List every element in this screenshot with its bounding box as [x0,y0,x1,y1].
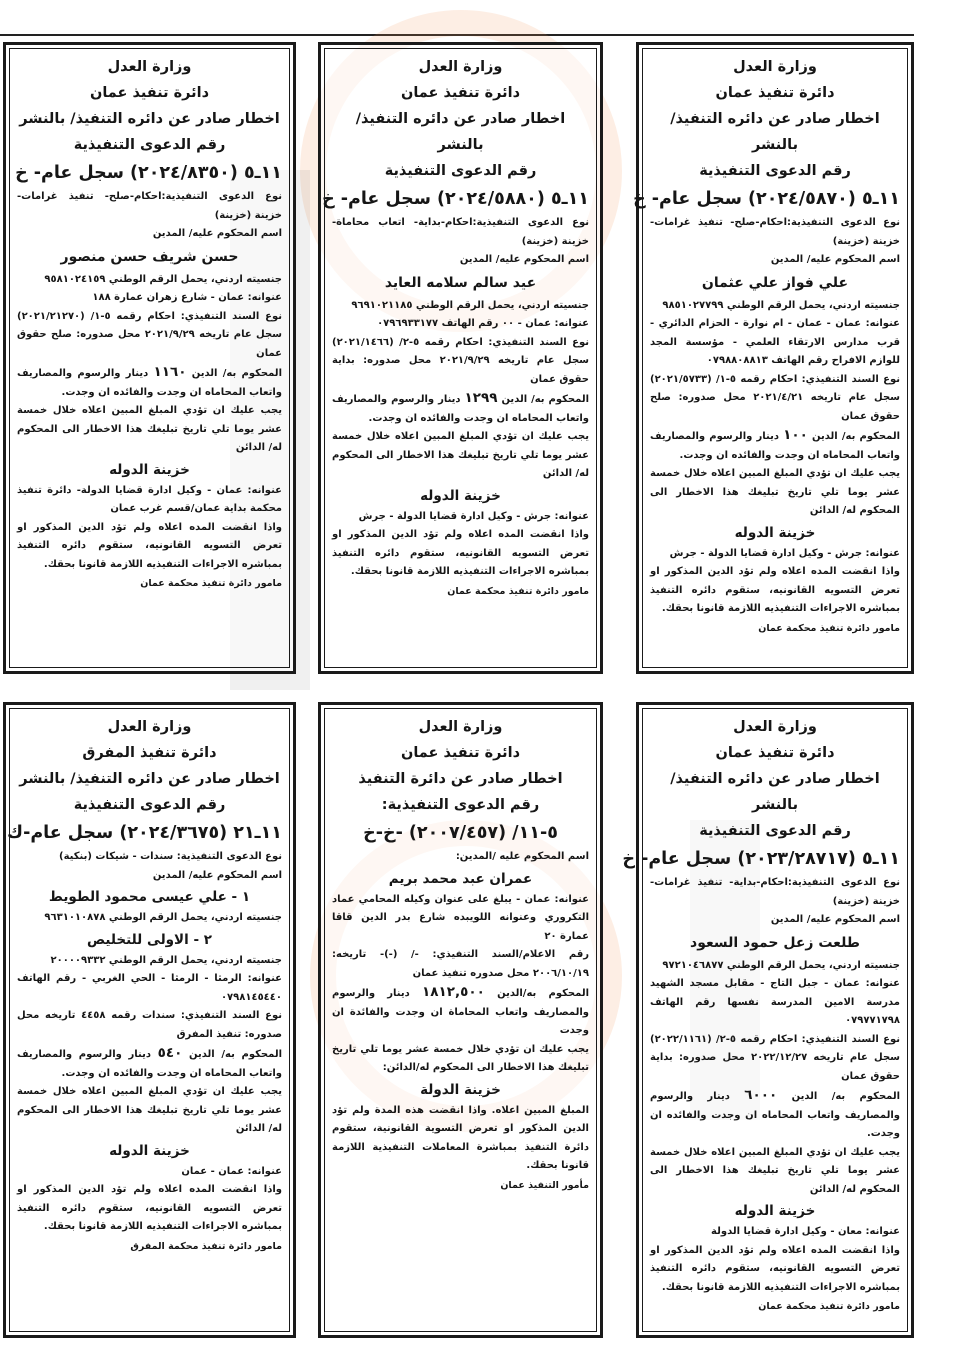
notice-paragraph: عنوانه: عمان - ٠٠ رقم الهاتف ٠٧٩٦٩٣٣١٧٧ [377,318,589,329]
notice-paragraph: نوع الدعوى التنفيذية: سندات - شيكات (بنكية) [59,851,282,862]
debtor-name: علي فواز علي عثمان [701,274,849,291]
section-heading: خزينة الدوله [109,1142,190,1159]
section-heading: ٢ - الاولى للتخليص [86,931,212,948]
notice-heading: اخطار صادر عن دائرة التنفيذ [358,771,563,787]
notice-paragraph: واذا انقضت المده اعلاه ولم تؤد الدين المذكور او تعرض التسويه القانونيه، ستقوم دائره التنفيذ بمباشره الاجراءات التنفيذيه اللازمة قانونا بحقك. [332,529,589,577]
case-number: ١١ـ٥ (٢٠٢٣/٢٨٧١٧) سجل عام- خ [622,849,900,869]
notice-paragraph: نوع السند التنفيذي: سندات رقمه ٤٤٥٨ تاريخه محل صدوره: تنفيذ المفرق [17,1010,282,1040]
notice-paragraph: عنوانه: عمان - شارع زهران عمارة ١٨٨ [92,292,282,303]
signature: مأمور التنفيذ عمان [500,1179,589,1191]
notice-heading: وزارة العدل [107,719,192,735]
amount-text: دينار والرسوم والمصاريف واتعاب المحاماة ان وجدت والفائدة ان وجدت [332,988,589,1036]
section-heading: خزينة الدولة [420,1081,501,1098]
debt-amount: ٥٤٠ [157,1045,183,1061]
notice-paragraph: عنوانه: عمان - عمان - ام نوارة - الحزام الدائري - قرب مدارس الارتقاء العلمي - مؤسسة المجد للوازم الافراح رقم الهاتف ٠٧٩٨٨٠٨٨١٣ [650,318,900,366]
notice-paragraph: نوع الدعوى التنفيذية:احكام-صلح- تنفيذ غرامات- خزينة (خزينة) [650,217,900,247]
notice-left-bottom [3,702,296,1338]
notice-paragraph: يجب عليك ان تؤدي المبلغ المبين اعلاه خلال خمسة عشر يوما تلي تاريخ تبليغك هذا الاخطار الى المحكوم له/ الدائن [650,1146,900,1195]
amount-text: دينار والرسوم والمصاريف واتعاب المحاماه ان وجدت والفائده ان وجدت. [332,394,589,424]
notice-paragraph: يجب عليك ان تؤدي المبلغ المبين اعلاه خلال خمسة عشر يوما تلي تاريخ تبليغك هذا الاخطار الى المحكوم له/ الدائن [17,1086,282,1134]
notice-paragraph: واذا انقضت المده اعلاه ولم تؤد الدين المذكور او تعرض التسويه القانونيه، ستقوم دائره التنفيذ بمباشره الاجراءات التنفيذيه اللازمة قانونا بحقك. [650,1244,900,1293]
notice-paragraph: اسم المحكوم عليه /المدين: [455,851,589,862]
notice-paragraph: عنوانه: الرمثا - الرمثا - الحي الغربي - رقم الهاتف ٠٧٩٨١٤٥٤٤٠ [17,973,282,1003]
notice-paragraph: واذا انقضت المده اعلاه ولم تؤد الدين المذكور او تعرض التسويه القانونيه، ستقوم دائره التنفيذ بمباشره الاجراءات التنفيذيه اللازمة قانونا بحقك. [17,521,282,570]
amount-text: المحكوم به/الدين [497,988,590,999]
amount-text: دينار والرسوم والمصاريف واتعاب المحاماه ان وجدت والفائده ان وجدت. [650,431,900,461]
notice-heading: وزارة العدل [418,59,503,75]
amount-text: دينار والرسوم والمصاريف واتعاب المحاماه ان وجدت والفائده ان وجدت. [17,368,282,398]
notice-paragraph: عنوانه: عمان - عمان [181,1165,282,1177]
amount-text: المحكوم به/ الدين [791,1091,901,1102]
notice-paragraph: نوع السند التنفيذي: احكام رقمه ٥-١/ (٢٠٢١/٥٧٣٣) سجل عام تاريخه ٢٠٢١/٤/٢١ محل صدوره: صلح حقوق عمان [650,373,900,422]
debt-amount: ١٨١٢,٥٠٠ [422,984,485,1000]
notice-paragraph: نوع السند التنفيذي: احكام رقمه ٥-٢/ (٢٠٢١/١٤٦٦) سجل عام تاريخه ٢٠٢١/٩/٢٩ محل صدوره: بداية حقوق عمان [332,336,589,385]
notice-paragraph: واذا انقضت المده اعلاه ولم تؤد الدين المذكور او تعرض التسويه القانونيه، ستقوم دائره التنفيذ بمباشره الاجراءات التنفيذيه اللازمة قانونا بحقك. [17,1184,282,1232]
section-heading: خزينة الدوله [109,461,190,478]
notice-paragraph: عنوانه: جرش - وكيل ادارة قضايا الدولة - جرش [669,547,900,559]
notice-heading: رقم الدعوى التنفيذية: [381,797,540,813]
notice-middle-top [318,42,603,674]
notice-heading: اخطار صادر عن دائره التنفيذ/ بالنشر [670,771,880,813]
notice-paragraph: المبلغ المبين اعلاه. واذا انقضت هذه المدة ولم تؤد الدين المذكور او تعرض التسوية القانونية، ستقوم دائرة التنفيذ بمباشرة المعاملات التنفيذية اللازمة قانونا بحقك. [332,1104,589,1171]
signature: مامور دائرة تنفيذ محكمة المفرق [130,1240,282,1252]
notice-heading: دائرة تنفيذ عمان [400,745,521,761]
notice-paragraph: جنسيته اردني، يحمل الرقم الوطني ٩٧٢١٠٤٦٨٧٧ [662,959,900,971]
notice-paragraph: يجب عليك ان تؤدي خلال خمسة عشر يوما تلي تاريخ تبليغك هذا الاخطار الى المحكوم له/الدائن: [332,1043,589,1073]
amount-text: دينار والرسوم والمصاريف واتعاب المحاماه ان وجدت والفائده ان وجدت. [17,1049,282,1079]
notice-paragraph: نوع السند التنفيذي: احكام رقمه ٥-١/ (٢٠٢١/٢١٢٧٠) سجل عام تاريخه ٢٠٢١/٩/٢٩ محل صدوره: صلح حقوق عمان [17,310,282,359]
notice-heading: دائرة تنفيذ عمان [715,85,835,101]
amount-paragraph [332,389,589,428]
notice-paragraph: رقم الاعلام/السند التنفيذي: -/ (-)- تاريخه: ٢٠٠٦/١٠/١٩ محل صدوره تنفيذ عمان [332,949,589,979]
notice-middle-bottom [318,702,603,1338]
amount-text: المحكوم به/ الدين [812,431,901,442]
debt-amount: ٦٠٠٠ [744,1087,778,1103]
case-number: ٥-١١/ (٢٠٠٧/٤٥٧) -خ-خ [363,823,558,843]
amount-text: المحكوم به/ الدين [501,394,590,405]
debt-amount: ١٢٩٩ [464,390,498,406]
amount-paragraph [17,1044,282,1083]
notice-heading: رقم الدعوى التنفيذية [699,823,851,839]
notice-heading: دائرة تنفيذ المفرق [82,745,217,761]
notice-paragraph: جنسيته اردني، يحمل الرقم الوطني ٩٥٨١٠٢٤١٥٩ [44,273,282,285]
signature: مامور دائرة تنفيذ محكمة عمان [140,578,282,589]
signature: مامور دائرة تنفيذ محكمة عمان [758,622,900,634]
case-number: ١١ـ٥ (٢٠٢٤/٥٨٨٠) سجل عام- خ [322,189,589,209]
notice-right-top [633,42,914,674]
section-heading: عمران عبد محمد بريم [388,870,533,887]
amount-paragraph [650,1086,900,1144]
notice-heading: اخطار صادر عن دائره التنفيذ/ بالنشر [355,111,566,153]
amount-paragraph [650,426,900,465]
notice-paragraph: اسم المحكوم عليه/ المدين [770,254,900,265]
notice-paragraph: جنسيته اردني، يحمل الرقم الوطني ٩٨٥١٠٢٧٧٩٩ [662,299,900,311]
amount-paragraph [332,983,589,1041]
notice-heading: دائرة تنفيذ عمان [400,85,521,101]
amount-paragraph [17,363,282,402]
amount-text: المحكوم به/ الدين [191,368,282,379]
section-heading: خزينة الدوله [420,487,501,504]
notice-paragraph: يجب عليك ان تؤدي المبلغ المبين اعلاه خلال خمسة عشر يوما تلي تاريخ تبليغك هذا الاخطار الى المحكوم له/ الدائن [17,405,282,453]
notice-heading: وزارة العدل [107,59,192,75]
debtor-name: طلعت زعل حمود السعود [690,934,860,951]
amount-text: المحكوم به/ الدين [189,1049,283,1060]
notice-paragraph: جنسيته اردني، يحمل الرقم الوطني ٢٠٠٠٠٩٣٣٢ [50,954,282,966]
signature: مامور دائرة تنفيذ محكمة عمان [758,1301,900,1312]
case-number: ١١ـ٥ (٢٠٢٤/٨٣٥٠) سجل عام- خ [15,163,282,183]
debtor-name: حسن شريف حسن منصور [60,248,239,265]
case-number: ١١ـ٥ (٢٠٢٤/٥٨٧٠) سجل عام- خ [633,189,900,209]
debt-amount: ١١٦٠ [153,364,187,380]
notice-right-bottom [622,702,914,1338]
notice-heading: وزارة العدل [418,719,503,735]
notice-paragraph: عنوانه: عمان - وكيل ادارة قضايا الدولة- دائرة تنفيذ محكمة بداية عمان/قسم غرب عمان [17,484,282,514]
notice-paragraph: اسم المحكوم عليه/ المدين [152,869,282,881]
notice-paragraph: نوع السند التنفيذي: احكام رقمه ٥-٢/ (٢٠٢٢/١١٦١) سجل عام تاريخه ٢٠٢٢/١٢/٢٧ محل صدوره: بداية حقوق عمان [650,1033,900,1082]
notice-heading: اخطار صادر عن دائره التنفيذ/ بالنشر [19,111,280,127]
notice-paragraph: اسم المحكوم عليه/ المدين [459,254,589,265]
notice-heading: دائرة تنفيذ عمان [89,85,210,101]
notice-paragraph: اسم المحكوم عليه/ المدين [770,914,900,925]
notice-heading: اخطار صادر عن دائره التنفيذ/ بالنشر [19,771,280,787]
notice-paragraph: عنوانه: عمان - جبل التاج - مقابل مسجد الشهيد مدرسة الامين المدرسة نفسها رقم الهاتف ٠٧٩٧٧١٧٩٨ [650,978,900,1026]
notice-paragraph: اسم المحكوم عليه/ المدين [152,228,282,239]
notice-heading: رقم الدعوى التنفيذية [699,163,851,179]
notice-paragraph: نوع الدعوى التنفيذية:احكام-بداية- تنفيذ غرامات- خزينة (خزينة) [650,877,900,907]
notice-paragraph: جنسيته اردني، يحمل الرقم الوطني ٩٦٣١٠١٠٨٧٨ [44,912,282,923]
notice-paragraph: عنوانه: معان - وكيل ادارة قضايا الدولة [711,1226,900,1237]
notice-heading: رقم الدعوى التنفيذية [73,797,226,813]
notice-heading: اخطار صادر عن دائره التنفيذ/ بالنشر [670,111,880,153]
notice-left-top [3,42,296,674]
notice-heading: دائرة تنفيذ عمان [715,745,835,761]
section-heading: خزينة الدوله [734,1203,816,1219]
notice-heading: وزارة العدل [733,59,817,75]
notice-paragraph: عنوانه: عمان - يبلغ على عنوان وكيله المحامي عماد التكروري وعنوانه اللويبده شارع بدر الدين قاقا عمارة ٢٠ [332,893,589,942]
notice-paragraph: عنوانه: جرش - وكيل ادارة قضايا الدولة - جرش [358,510,589,522]
notice-paragraph: يجب عليك ان تؤدي المبلغ المبين اعلاه خلال خمسة عشر يوما تلي تاريخ تبليغك هذا الاخطار الى المحكوم له/ الدائن [332,431,589,479]
section-heading: خزينة الدوله [734,524,816,541]
notice-heading: وزارة العدل [733,719,817,735]
case-number: ١١ـ٢١ (٢٠٢٤/٣٦٧٥) سجل عام-ك [7,823,282,843]
notice-paragraph: واذا انقضت المده اعلاه ولم تؤد الدين المذكور او تعرض التسويه القانونيه، ستقوم دائره التنفيذ بمباشره الاجراءات التنفيذيه اللازمة قانونا بحقك. [650,566,900,614]
debt-amount: ١٠٠ [783,427,808,443]
notice-paragraph: نوع الدعوى التنفيذية:احكام-بداية- اتعاب محاماة- خزينة (خزينة) [332,217,589,247]
section-heading: ١ - علي عيسى محمود الطويط [48,889,251,905]
amount-text: دينار والرسوم والمصاريف واتعاب المحاماه ان وجدت والفائده ان وجدت. [650,1091,900,1139]
notice-heading: رقم الدعوى التنفيذية [384,163,537,179]
notice-paragraph: نوع الدعوى التنفيذية:احكام-صلح- تنفيذ غرامات- خزينة (خزينة) [17,191,282,221]
notice-paragraph: جنسيته اردني، يحمل الرقم الوطني ٩٦٩١٠٢١١٨٥ [351,299,589,311]
signature: مامور دائرة تنفيذ محكمة عمان [447,585,589,597]
notice-paragraph: يجب عليك ان تؤدي المبلغ المبين اعلاه خلال خمسة عشر يوما تلي تاريخ تبليغك هذا الاخطار الى المحكوم له/ الدائن [650,468,900,516]
notice-heading: رقم الدعوى التنفيذية [73,137,226,153]
debtor-name: عيد سالم سلامه العايد [384,274,537,291]
